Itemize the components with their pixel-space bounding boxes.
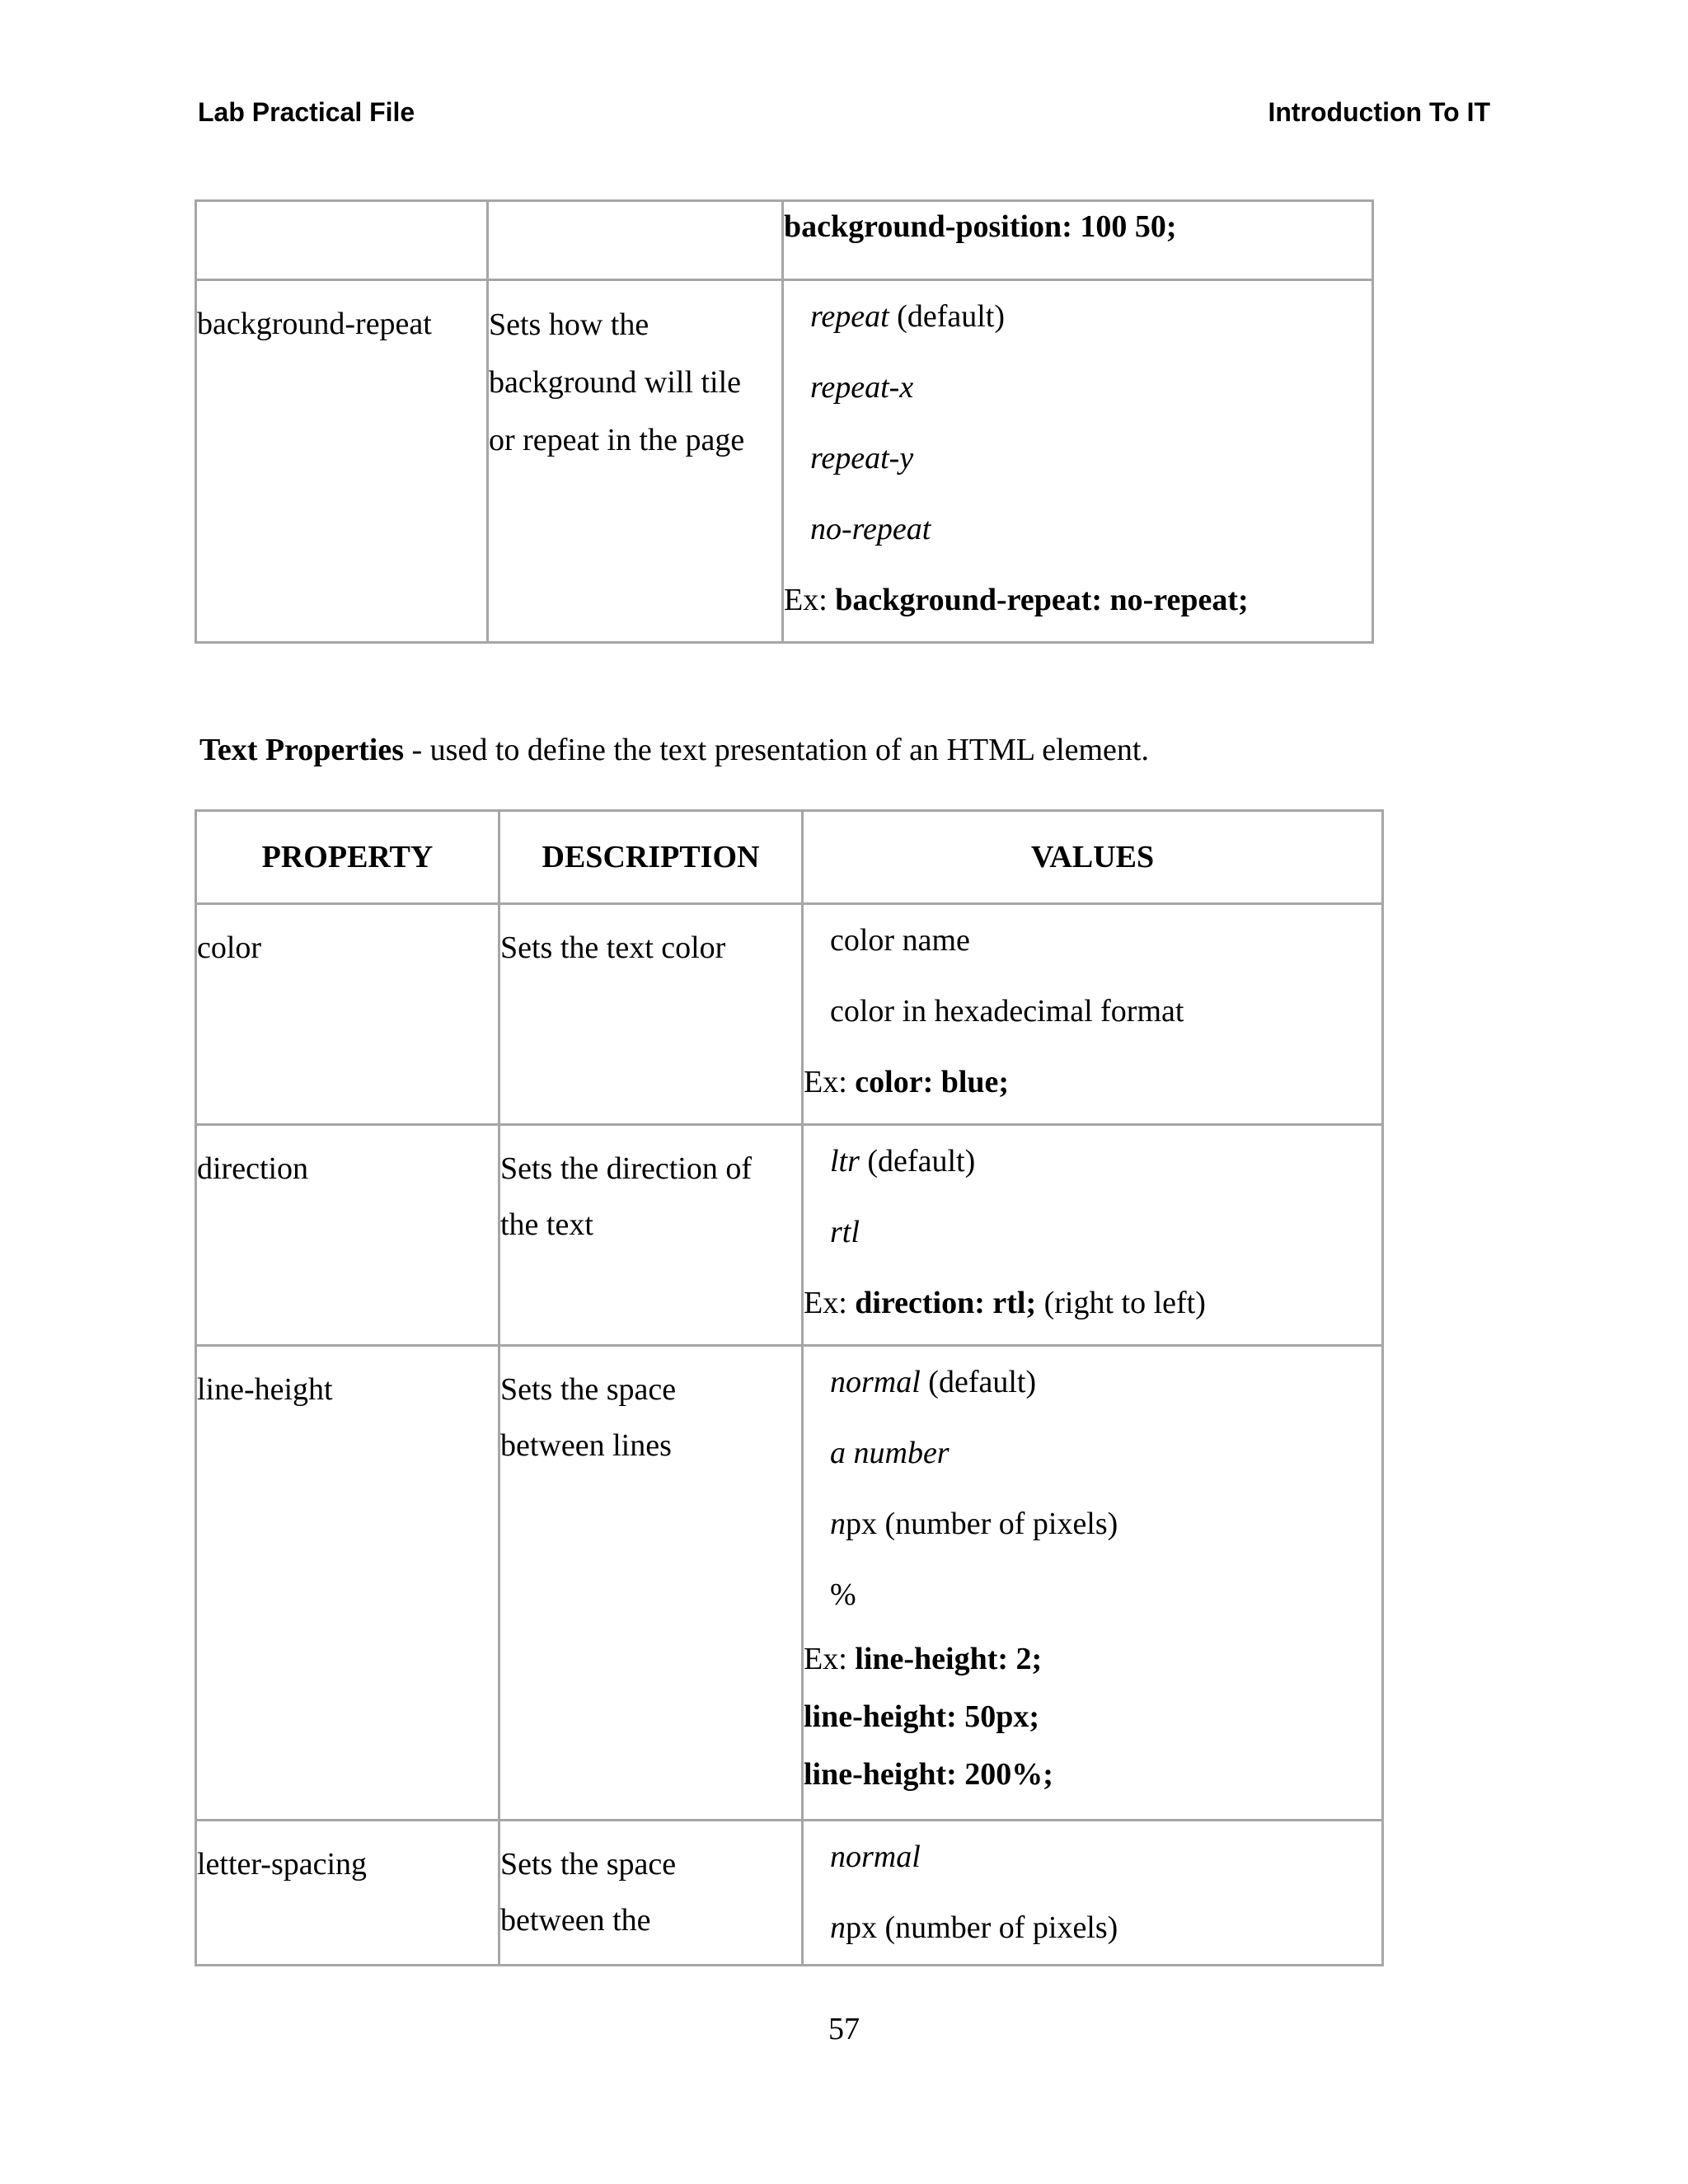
description-line: Sets the space bbox=[500, 1372, 677, 1407]
description-cell bbox=[499, 1821, 803, 1966]
column-header-values: VALUES bbox=[803, 811, 1383, 904]
property-name: line-height bbox=[197, 1372, 333, 1407]
description-line: Sets the text color bbox=[500, 930, 726, 965]
value-item: npx (number of pixels) bbox=[830, 1910, 1118, 1945]
value-item: repeat-y bbox=[810, 441, 914, 476]
example-line: Ex: color: blue; bbox=[804, 1065, 1010, 1099]
description-line: or repeat in the page bbox=[489, 423, 745, 457]
description-cell bbox=[488, 201, 783, 280]
table-row bbox=[196, 201, 1373, 280]
property-name: background-repeat bbox=[197, 307, 432, 341]
values-cell bbox=[803, 1346, 1383, 1821]
section-title: Text Properties bbox=[199, 733, 405, 767]
description-cell bbox=[499, 1125, 803, 1346]
description-cell bbox=[499, 1346, 803, 1821]
values-cell bbox=[803, 1125, 1383, 1346]
description-cell bbox=[499, 904, 803, 1125]
table-row-line-height bbox=[196, 1346, 1383, 1821]
property-name: color bbox=[197, 930, 262, 965]
value-item: no-repeat bbox=[810, 512, 931, 546]
description-line: background will tile bbox=[489, 365, 742, 400]
description-line: between lines bbox=[500, 1428, 672, 1463]
description-cell bbox=[488, 280, 783, 643]
values-cell bbox=[783, 280, 1373, 643]
value-item: normal bbox=[830, 1840, 921, 1874]
property-name: letter-spacing bbox=[197, 1847, 368, 1882]
value-item: normal (default) bbox=[830, 1365, 1037, 1399]
property-cell bbox=[196, 1125, 499, 1346]
table-row-direction bbox=[196, 1125, 1383, 1346]
description-line: Sets the direction of bbox=[500, 1151, 752, 1186]
property-cell bbox=[196, 904, 499, 1125]
table-row bbox=[196, 280, 1373, 643]
text-properties-intro bbox=[199, 732, 1149, 768]
property-cell bbox=[196, 1346, 499, 1821]
values-cell bbox=[803, 904, 1383, 1125]
section-description: - used to define the text presentation of an HTML element. bbox=[404, 733, 1149, 767]
property-name: direction bbox=[197, 1151, 309, 1186]
property-cell bbox=[196, 201, 488, 280]
background-properties-table bbox=[195, 199, 1374, 644]
description-line: Sets the space bbox=[500, 1847, 677, 1882]
description-line: between the bbox=[500, 1903, 651, 1938]
values-cell bbox=[803, 1821, 1383, 1966]
table-row-letter-spacing bbox=[196, 1821, 1383, 1966]
description-line: Sets how the bbox=[489, 307, 649, 342]
value-item: a number bbox=[830, 1436, 950, 1470]
example-line: line-height: 50px; bbox=[804, 1699, 1040, 1734]
table-header-row bbox=[196, 811, 1383, 904]
property-cell bbox=[196, 280, 488, 643]
header-left: Lab Practical File bbox=[198, 97, 415, 127]
example-line: Ex: direction: rtl; (right to left) bbox=[804, 1286, 1206, 1320]
value-item: npx (number of pixels) bbox=[830, 1507, 1118, 1541]
value-item: repeat-x bbox=[810, 370, 914, 405]
header-right: Introduction To IT bbox=[1268, 97, 1490, 127]
example-code: background-position: 100 50; bbox=[784, 209, 1177, 244]
value-item: repeat (default) bbox=[810, 299, 1005, 334]
value-item: color in hexadecimal format bbox=[830, 994, 1184, 1029]
value-item: % bbox=[830, 1577, 856, 1612]
example-line: line-height: 200%; bbox=[804, 1757, 1053, 1792]
column-header-property: PROPERTY bbox=[196, 811, 499, 904]
value-item: color name bbox=[830, 923, 970, 958]
text-properties-table bbox=[195, 809, 1384, 1966]
table-row-color bbox=[196, 904, 1383, 1125]
example-line: Ex: line-height: 2; bbox=[804, 1642, 1043, 1676]
value-item: rtl bbox=[830, 1215, 860, 1249]
column-header-description: DESCRIPTION bbox=[499, 811, 803, 904]
value-item: ltr (default) bbox=[830, 1144, 976, 1179]
description-line: the text bbox=[500, 1207, 593, 1242]
values-cell bbox=[783, 201, 1373, 280]
page-number: 57 bbox=[828, 2012, 860, 2046]
page-header bbox=[198, 97, 1490, 138]
example-line: Ex: background-repeat: no-repeat; bbox=[784, 583, 1249, 617]
property-cell bbox=[196, 1821, 499, 1966]
